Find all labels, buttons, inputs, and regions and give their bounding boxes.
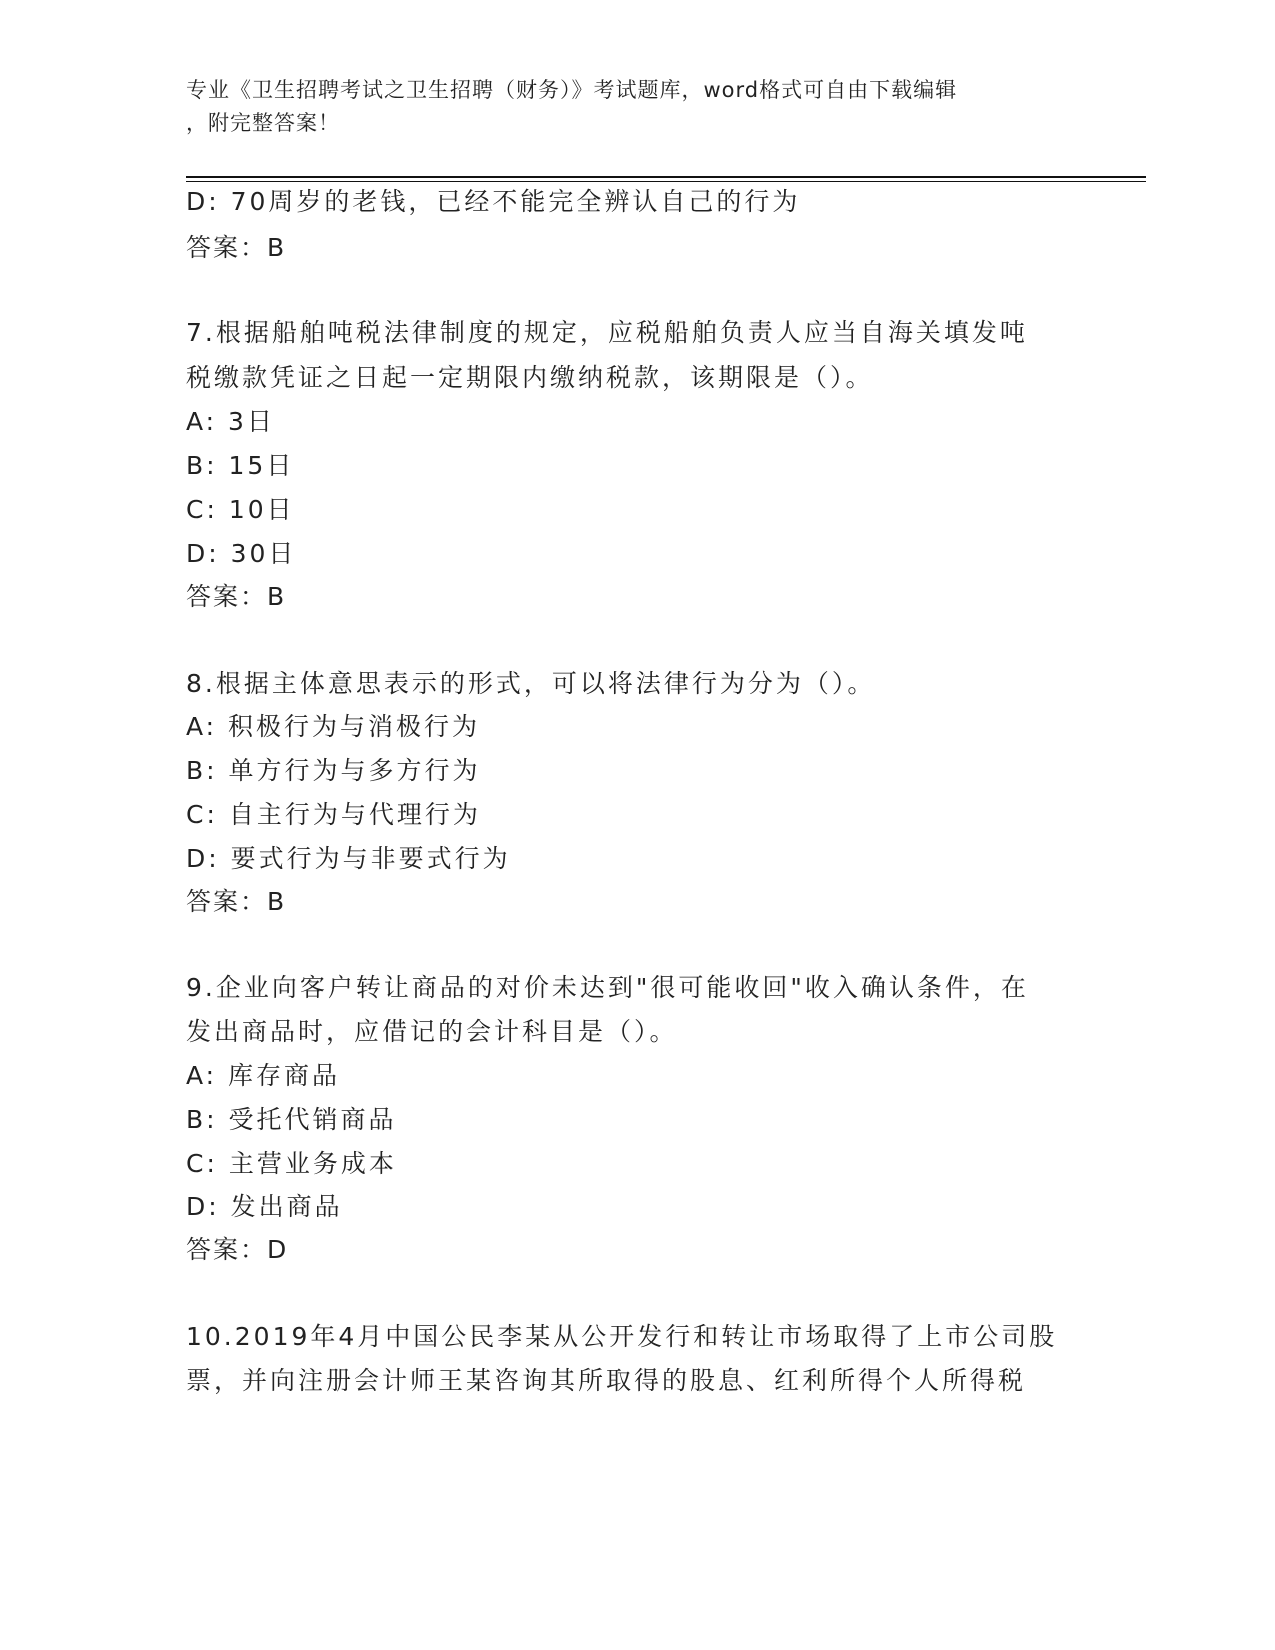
question-8-option-c: C: 自主行为与代理行为 (186, 800, 481, 829)
question-9-stem-1: 9.企业向客户转让商品的对价未达到"很可能收回"收入确认条件，在 (186, 973, 1029, 1002)
question-8-stem-1: 8.根据主体意思表示的形式，可以将法律行为分为（）。 (186, 669, 876, 698)
header-divider-thin (186, 181, 1146, 182)
question-7-stem-1: 7.根据船舶吨税法律制度的规定，应税船舶负责人应当自海关填发吨 (186, 318, 1028, 347)
question-7-stem-2: 税缴款凭证之日起一定期限内缴纳税款，该期限是（）。 (186, 363, 874, 392)
question-7-option-d: D: 30日 (186, 539, 297, 568)
question-8-option-d: D: 要式行为与非要式行为 (186, 844, 511, 873)
answer: 答案：B (186, 233, 287, 262)
question-8-answer: 答案：B (186, 887, 287, 916)
question-7-option-a: A: 3日 (186, 407, 275, 436)
question-9-option-c: C: 主营业务成本 (186, 1149, 397, 1178)
question-7-answer: 答案：B (186, 582, 287, 611)
question-9-option-a: A: 库存商品 (186, 1061, 341, 1090)
document-header (186, 74, 1086, 140)
option-d: D: 70周岁的老钱，已经不能完全辨认自己的行为 (186, 187, 801, 216)
question-10-stem-2: 票，并向注册会计师王某咨询其所取得的股息、红利所得个人所得税 (186, 1366, 1027, 1395)
question-9-stem-2: 发出商品时，应借记的会计科目是（）。 (186, 1017, 678, 1046)
header-line-2: ，附完整答案！ (186, 111, 340, 135)
question-9-option-d: D: 发出商品 (186, 1192, 343, 1221)
question-10-stem-1: 10.2019年4月中国公民李某从公开发行和转让市场取得了上市公司股 (186, 1322, 1058, 1351)
question-9-answer: 答案：D (186, 1235, 289, 1264)
question-9-option-b: B: 受托代销商品 (186, 1105, 397, 1134)
question-8-option-b: B: 单方行为与多方行为 (186, 756, 481, 785)
question-8-option-a: A: 积极行为与消极行为 (186, 712, 481, 741)
question-7-option-c: C: 10日 (186, 495, 295, 524)
header-line-1: 专业《卫生招聘考试之卫生招聘（财务）》考试题库，word格式可自由下载编辑 (186, 78, 958, 102)
question-7-option-b: B: 15日 (186, 451, 295, 480)
header-divider (186, 176, 1146, 178)
